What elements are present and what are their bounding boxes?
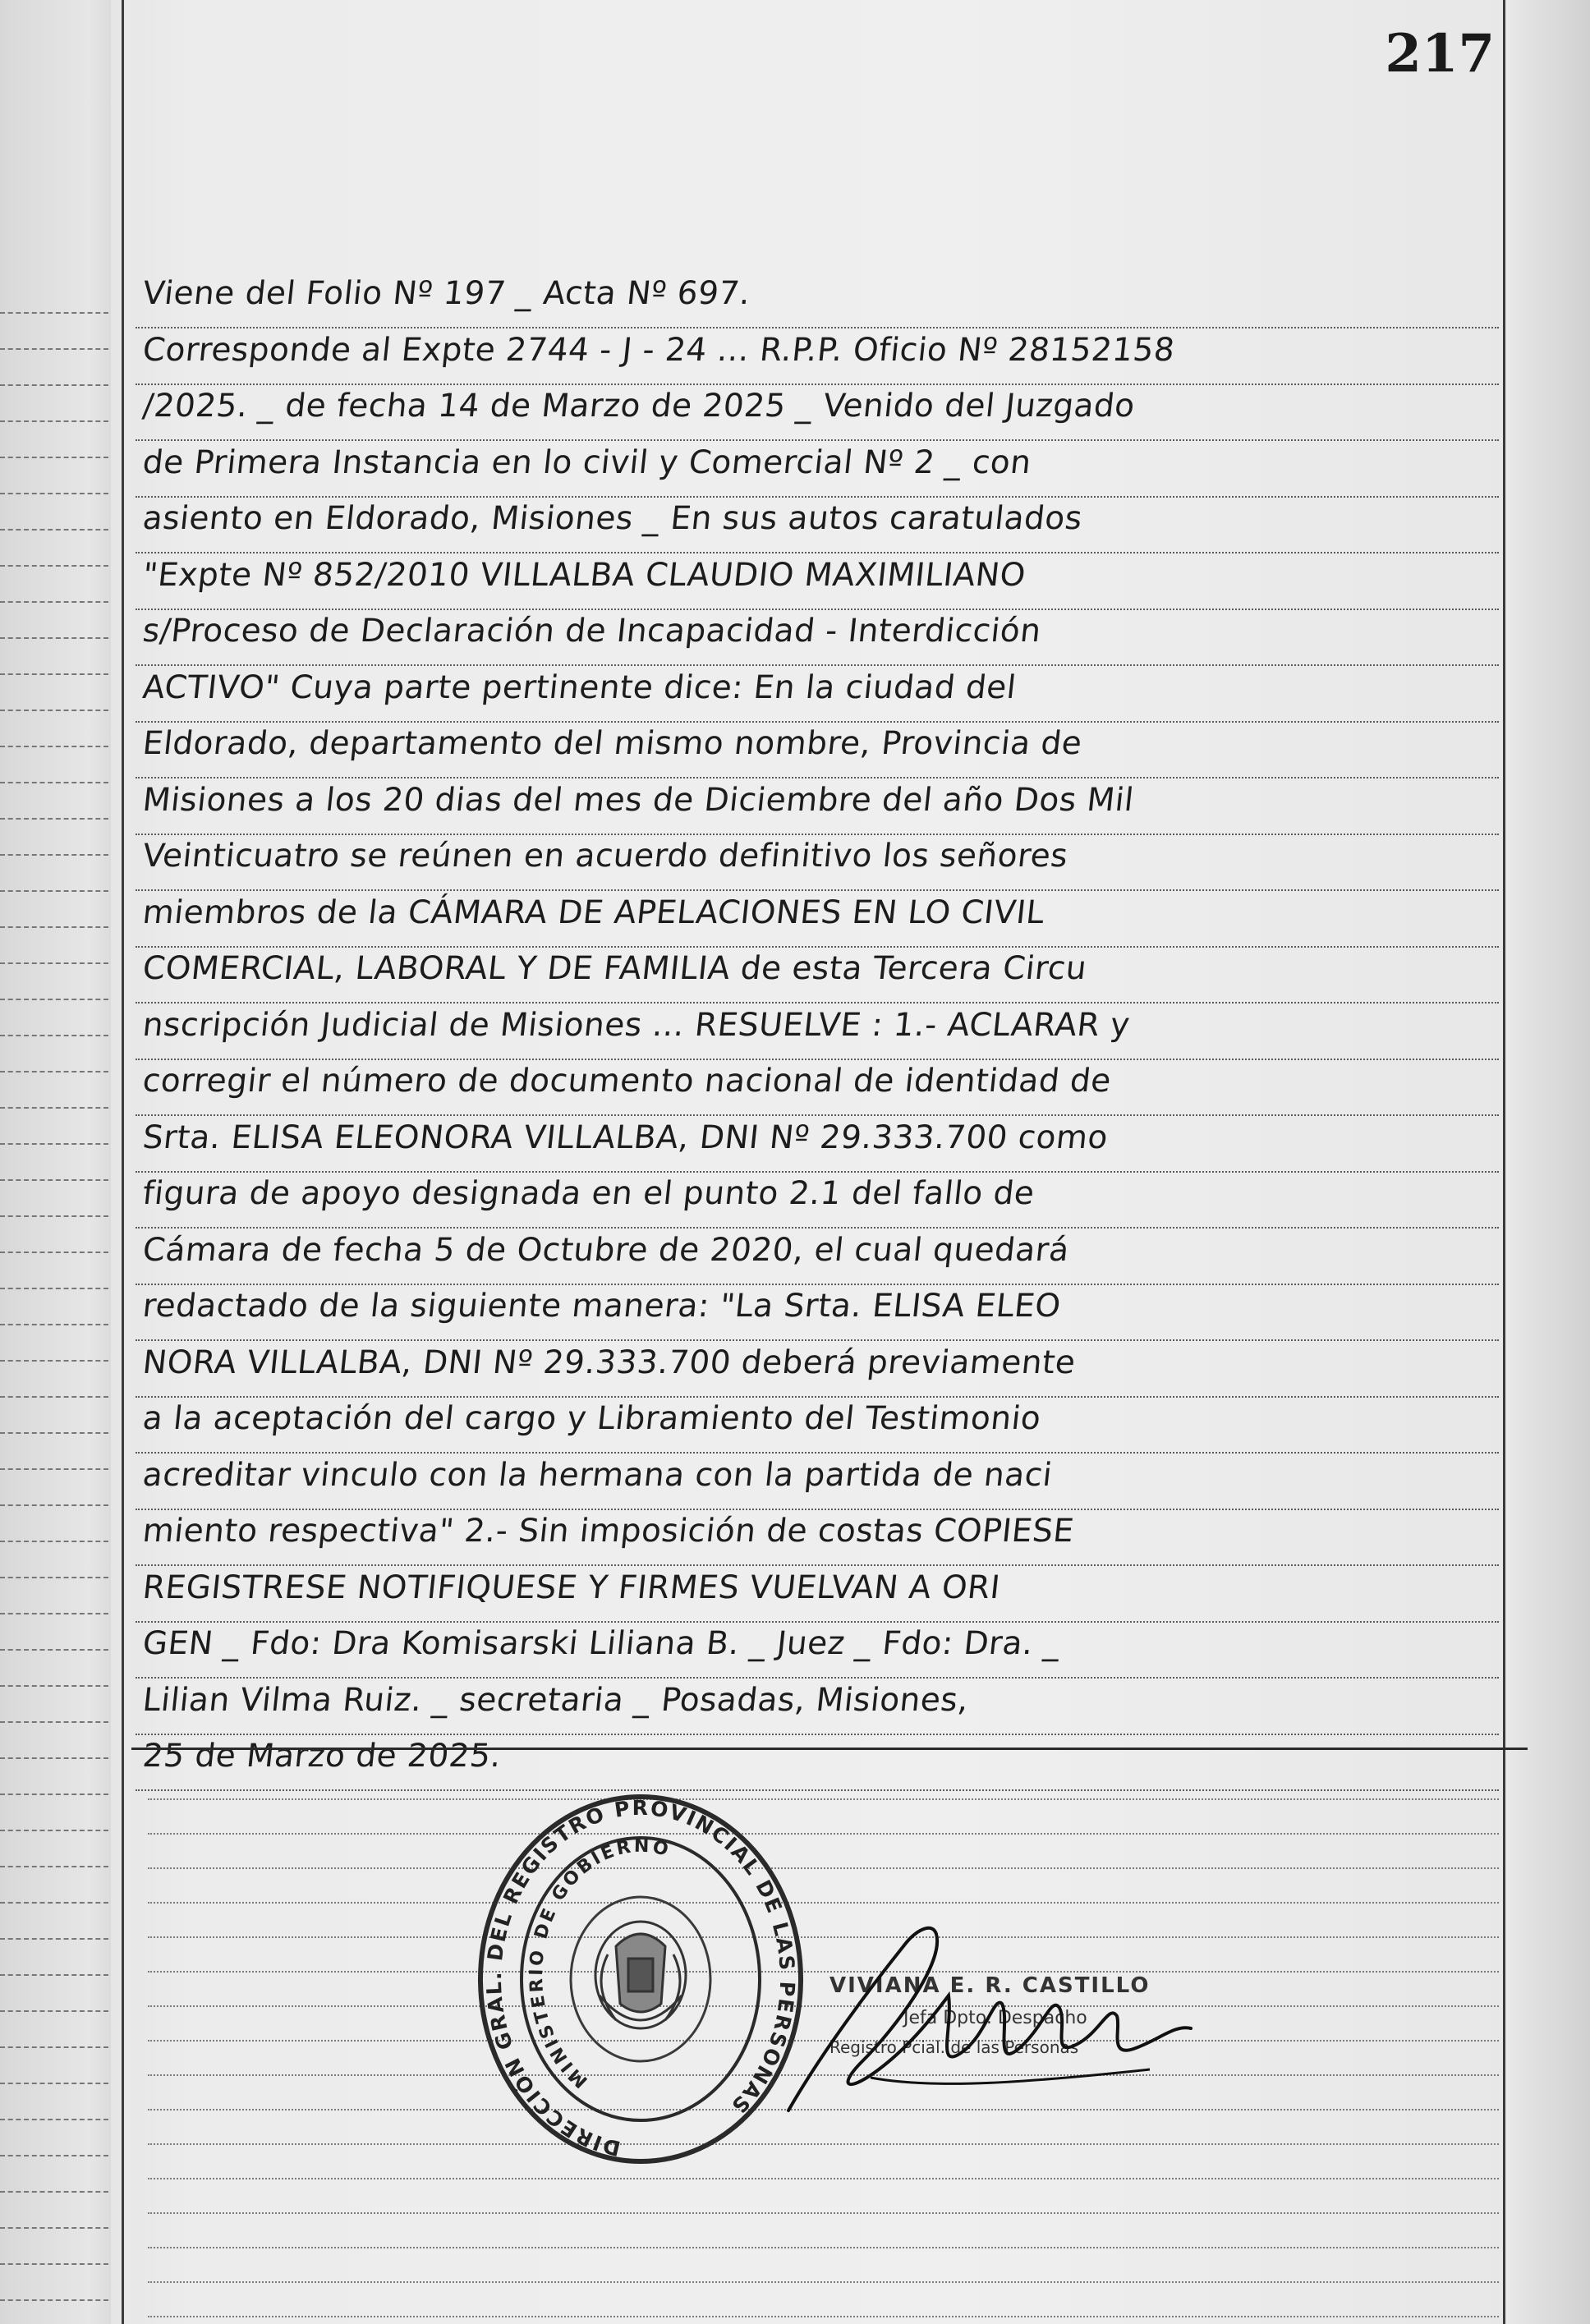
margin-dash-line bbox=[0, 962, 108, 964]
blank-line bbox=[148, 1867, 1499, 1869]
entry-line-text: figura de apoyo designada en el punto 2.1 del fallo de bbox=[140, 1175, 1036, 1212]
entry-line bbox=[136, 1565, 1499, 1623]
margin-dash-line bbox=[0, 1649, 108, 1651]
entry-line bbox=[136, 1678, 1499, 1735]
binder-margin bbox=[0, 0, 111, 2324]
entry-line bbox=[136, 609, 1499, 666]
margin-dash-line bbox=[0, 529, 108, 530]
entry-line bbox=[136, 1340, 1499, 1398]
margin-dash-line bbox=[0, 637, 108, 639]
entry-line bbox=[136, 721, 1499, 778]
entry-line-text: miento respectiva" 2.- Sin imposición de costas COPIESE bbox=[140, 1513, 1076, 1550]
margin-dash-line bbox=[0, 1902, 108, 1904]
margin-dash-line bbox=[0, 2263, 108, 2265]
margin-dash-line bbox=[0, 782, 108, 783]
entry-line bbox=[136, 496, 1499, 553]
entry-line-text: Eldorado, departamento del mismo nombre, Provincia de bbox=[140, 725, 1084, 762]
margin-dash-line bbox=[0, 854, 108, 856]
official-seal-stamp bbox=[476, 1790, 805, 2168]
entry-line-text: Corresponde al Expte 2744 - J - 24 ... R.P.P. Oficio Nº 28152158 bbox=[140, 331, 1177, 369]
margin-dash-line bbox=[0, 2191, 108, 2193]
margin-dash-line bbox=[0, 1938, 108, 1940]
entry-line-text: redactado de la siguiente manera: "La Srta. ELISA ELEO bbox=[140, 1288, 1063, 1325]
entry-line-text: "Expte Nº 852/2010 VILLALBA CLAUDIO MAXIMILIANO bbox=[140, 556, 1028, 594]
entry-line-text: Srta. ELISA ELEONORA VILLALBA, DNI Nº 29.333.700 como bbox=[140, 1118, 1110, 1156]
entry-line bbox=[136, 384, 1499, 441]
blank-line bbox=[148, 1902, 1499, 1904]
margin-dash-line bbox=[0, 1613, 108, 1614]
margin-dash-line bbox=[0, 1721, 108, 1723]
blank-line bbox=[148, 2316, 1499, 2317]
svg-text:MINISTERIO DE GOBIERNO: MINISTERIO DE GOBIERNO bbox=[526, 1835, 673, 2092]
handwritten-signature bbox=[772, 1913, 1215, 2119]
entry-line-text: 25 de Marzo de 2025. bbox=[140, 1738, 503, 1775]
margin-dash-line bbox=[0, 1288, 108, 1289]
entry-line-text: GEN _ Fdo: Dra Komisarski Liliana B. _ Juez _ Fdo: Dra. _ bbox=[140, 1625, 1063, 1662]
margin-dash-line bbox=[0, 1577, 108, 1578]
blank-line bbox=[148, 1833, 1499, 1835]
margin-dash-line bbox=[0, 1179, 108, 1181]
page-edge bbox=[1508, 0, 1590, 2324]
margin-dash-line bbox=[0, 2083, 108, 2084]
entry-line-text: miembros de la CÁMARA DE APELACIONES EN LO CIVIL bbox=[140, 893, 1047, 931]
entry-line bbox=[136, 834, 1499, 891]
entry-line-text: /2025. _ de fecha 14 de Marzo de 2025 _ Venido del Juzgado bbox=[140, 388, 1137, 425]
margin-dash-line bbox=[0, 1215, 108, 1217]
blank-line bbox=[148, 2143, 1499, 2145]
margin-dash-line bbox=[0, 1468, 108, 1470]
entry-line bbox=[136, 1115, 1499, 1173]
entry-line bbox=[136, 1228, 1499, 1285]
margin-dash-line bbox=[0, 457, 108, 458]
margin-dash-line bbox=[0, 1830, 108, 1831]
margin-dash-line bbox=[0, 1360, 108, 1362]
closing-rule bbox=[131, 1748, 1528, 1750]
entry-line-text: acreditar vinculo con la hermana con la partida de naci bbox=[140, 1456, 1055, 1494]
entry-line-text: a la aceptación del cargo y Libramiento del Testimonio bbox=[140, 1400, 1043, 1437]
margin-dash-line bbox=[0, 601, 108, 603]
entry-line bbox=[136, 1003, 1499, 1060]
entry-line-text: asiento en Eldorado, Misiones _ En sus autos caratulados bbox=[140, 500, 1085, 537]
margin-dash-line bbox=[0, 493, 108, 494]
entry-line bbox=[136, 1171, 1499, 1229]
margin-dash-line bbox=[0, 818, 108, 820]
signatory-role: Jefa Dpto. Despacho bbox=[903, 2008, 1087, 2028]
margin-dash-line bbox=[0, 2046, 108, 2048]
margin-dash-line bbox=[0, 926, 108, 928]
left-margin-rule bbox=[122, 0, 124, 2324]
entry-line-text: Viene del Folio Nº 197 _ Acta Nº 697. bbox=[140, 275, 752, 312]
entry-line bbox=[136, 553, 1499, 610]
margin-dash-line bbox=[0, 1866, 108, 1867]
blank-line bbox=[148, 2281, 1499, 2283]
margin-dash-line bbox=[0, 673, 108, 675]
margin-dash-line bbox=[0, 1974, 108, 1976]
margin-dash-line bbox=[0, 312, 108, 314]
margin-dash-line bbox=[0, 1324, 108, 1325]
signatory-name: VIVIANA E. R. CASTILLO bbox=[829, 1973, 1151, 1998]
entry-line bbox=[136, 946, 1499, 1004]
margin-dash-line bbox=[0, 1794, 108, 1795]
entry-line bbox=[136, 1396, 1499, 1454]
margin-dash-line bbox=[0, 746, 108, 747]
entry-line bbox=[136, 665, 1499, 723]
margin-dash-line bbox=[0, 710, 108, 711]
entry-line bbox=[136, 1734, 1499, 1791]
margin-dash-line bbox=[0, 1035, 108, 1036]
entry-line-text: de Primera Instancia en lo civil y Comercial Nº 2 _ con bbox=[140, 443, 1033, 481]
margin-dash-line bbox=[0, 2299, 108, 2301]
margin-dash-line bbox=[0, 2155, 108, 2156]
entry-line bbox=[136, 1284, 1499, 1341]
margin-dash-line bbox=[0, 384, 108, 386]
entry-line-text: Veinticuatro se reúnen en acuerdo definitivo los señores bbox=[140, 838, 1070, 875]
entry-line bbox=[136, 328, 1499, 385]
entry-line bbox=[136, 1509, 1499, 1566]
entry-line bbox=[136, 1059, 1499, 1116]
entry-line-text: NORA VILLALBA, DNI Nº 29.333.700 deberá previamente bbox=[140, 1343, 1078, 1381]
coat-of-arms-icon bbox=[595, 1922, 686, 2028]
margin-dash-line bbox=[0, 1432, 108, 1434]
margin-dash-line bbox=[0, 1396, 108, 1398]
margin-dash-line bbox=[0, 1143, 108, 1145]
margin-dash-line bbox=[0, 890, 108, 892]
folio-number: 217 bbox=[1385, 23, 1495, 85]
entry-line-text: COMERCIAL, LABORAL Y DE FAMILIA de esta Tercera Circu bbox=[140, 950, 1089, 987]
svg-text:DIRECCIÓN GRAL. DEL REGISTRO P: DIRECCIÓN GRAL. DEL REGISTRO PROVINCIAL DE LAS PERSONAS bbox=[481, 1795, 800, 2161]
entry-line-text: corregir el número de documento nacional de identidad de bbox=[140, 1063, 1114, 1100]
entry-line bbox=[136, 1621, 1499, 1679]
margin-dash-line bbox=[0, 2010, 108, 2012]
margin-dash-line bbox=[0, 1685, 108, 1687]
blank-line bbox=[148, 2212, 1499, 2214]
margin-dash-line bbox=[0, 1107, 108, 1109]
entry-line-text: Lilian Vilma Ruiz. _ secretaria _ Posadas, Misiones, bbox=[140, 1681, 971, 1719]
margin-dash-line bbox=[0, 1541, 108, 1542]
margin-dash-line bbox=[0, 420, 108, 422]
entry-line bbox=[136, 778, 1499, 835]
margin-dash-line bbox=[0, 2227, 108, 2229]
margin-dash-line bbox=[0, 1071, 108, 1072]
margin-dash-line bbox=[0, 1757, 108, 1759]
right-margin-rule bbox=[1503, 0, 1505, 2324]
entry-line-text: nscripción Judicial de Misiones ... RESUELVE : 1.- ACLARAR y bbox=[140, 1006, 1132, 1044]
margin-dash-line bbox=[0, 2119, 108, 2120]
blank-line bbox=[148, 2247, 1499, 2248]
entry-line-text: ACTIVO" Cuya parte pertinente dice: En la ciudad del bbox=[140, 668, 1018, 706]
margin-dash-line bbox=[0, 999, 108, 1000]
entry-line bbox=[136, 271, 1499, 328]
entry-line-text: s/Proceso de Declaración de Incapacidad - Interdicción bbox=[140, 613, 1043, 650]
entry-line bbox=[136, 890, 1499, 948]
entry-line bbox=[136, 440, 1499, 498]
margin-dash-line bbox=[0, 1252, 108, 1253]
margin-dash-line bbox=[0, 565, 108, 567]
blank-line bbox=[148, 1798, 1499, 1800]
margin-dash-line bbox=[0, 1504, 108, 1506]
entry-line bbox=[136, 1453, 1499, 1510]
entry-line-text: Misiones a los 20 dias del mes de Diciembre del año Dos Mil bbox=[140, 781, 1136, 819]
blank-line bbox=[148, 2178, 1499, 2179]
signatory-office: Registro Pcial. de las Personas bbox=[829, 2037, 1079, 2057]
entry-line-text: REGISTRESE NOTIFIQUESE Y FIRMES VUELVAN A ORI bbox=[140, 1568, 1003, 1606]
entry-line-text: Cámara de fecha 5 de Octubre de 2020, el cual quedará bbox=[140, 1231, 1072, 1269]
margin-dash-line bbox=[0, 348, 108, 350]
